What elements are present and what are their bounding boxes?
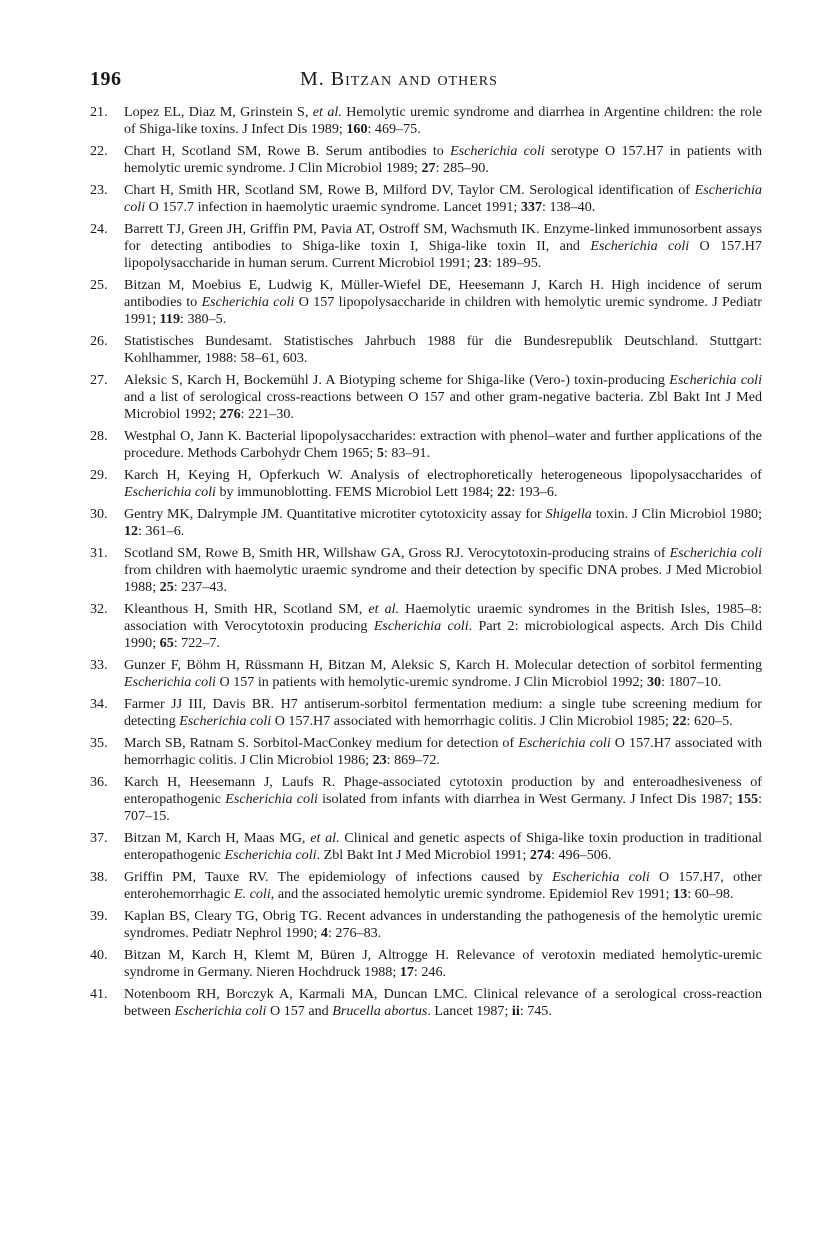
italic-segment: Shigella — [545, 506, 592, 522]
volume-number: 23 — [473, 255, 489, 271]
text-segment: toxin. J Clin Microbiol 1980; — [591, 506, 762, 522]
reference-text — [124, 545, 762, 595]
volume-number: 25 — [159, 579, 174, 595]
text-segment: : 221–30. — [240, 406, 294, 422]
reference-text — [124, 333, 762, 366]
reference-number: 35. — [90, 735, 108, 751]
volume-number: 160 — [346, 121, 368, 137]
reference-number: 40. — [90, 947, 108, 963]
italic-segment: Brucella abortus — [332, 1003, 428, 1019]
reference-number: 39. — [90, 908, 108, 924]
reference-item — [90, 182, 762, 216]
reference-item — [90, 601, 762, 652]
reference-item — [90, 774, 762, 825]
text-segment: : 380–5. — [180, 311, 227, 327]
text-segment: Barrett TJ, Green JH, Griffin PM, Pavia AT, Ostroff SM, Wachsmuth IK. Enzyme-linked immunosorbent assays for detecting antibodies to Shiga-like toxin I, Shiga-like toxin II, and — [124, 221, 762, 254]
text-segment: Bitzan M, Karch H, Klemt M, Büren J, Altrogge H. Relevance of verotoxin mediated hemolytic-uremic syndrome in Germany. Nieren Hochdruck 1988; — [124, 947, 762, 980]
italic-segment: Escherichia coli — [450, 143, 545, 159]
text-segment: Aleksic S, Karch H, Bockemühl J. A Biotyping scheme for Shiga-like (Vero-) toxin-producing — [124, 372, 670, 388]
reference-number: 22. — [90, 143, 108, 159]
volume-number: 276 — [219, 406, 241, 422]
text-segment: Lopez EL, Diaz M, Grinstein S, — [124, 104, 313, 120]
reference-number: 30. — [90, 506, 108, 522]
text-segment: . Zbl Bakt Int J Med Microbiol 1991; — [316, 847, 530, 863]
text-segment: Bitzan M, Moebius E, Ludwig K, Müller-Wiefel DE, Heesemann J, Karch H. High incidence of serum antibodies to — [124, 277, 762, 310]
volume-number: 30 — [646, 674, 662, 690]
text-segment: by immunoblotting. FEMS Microbiol Lett 1984; — [215, 484, 498, 500]
text-segment: Statistisches Bundesamt. Statistisches Jahrbuch 1988 für die Bundesrepublik Deutschland. Stuttgart: Kohlhammer, 1988: 58–61, 603. — [124, 333, 762, 366]
reference-item — [90, 277, 762, 328]
volume-number: 22 — [672, 713, 687, 729]
text-segment: isolated from infants with diarrhea in West Germany. J Infect Dis 1987; — [317, 791, 737, 807]
reference-text — [124, 908, 762, 941]
page-number: 196 — [90, 68, 122, 90]
text-segment: Scotland SM, Rowe B, Smith HR, Willshaw GA, Gross RJ. Verocytotoxin-producing strains of — [124, 545, 670, 561]
reference-item — [90, 696, 762, 730]
volume-number: 65 — [159, 635, 174, 651]
text-segment: : 361–6. — [138, 523, 185, 539]
text-segment: O 157.H7 lipopolysaccharide in human serum. Current Microbiol 1991; — [124, 238, 762, 271]
italic-segment: Escherichia coli — [518, 735, 611, 751]
volume-number: 5 — [376, 445, 384, 461]
italic-segment: et al. — [312, 104, 342, 120]
text-segment: O 157 and — [266, 1003, 333, 1019]
text-segment: Clinical and genetic aspects of Shiga-like toxin production in traditional enteropathogenic — [124, 830, 762, 863]
reference-item — [90, 986, 762, 1020]
reference-item — [90, 908, 762, 942]
text-segment: . Lancet 1987; — [427, 1003, 512, 1019]
volume-number: 27 — [421, 160, 436, 176]
italic-segment: E. coli — [233, 886, 271, 902]
volume-number: 13 — [673, 886, 688, 902]
text-segment: : 722–7. — [173, 635, 220, 651]
reference-number: 26. — [90, 333, 108, 349]
reference-text — [124, 372, 762, 422]
text-segment: Chart H, Scotland SM, Rowe B. Serum antibodies to — [124, 143, 451, 159]
text-segment: : 246. — [413, 964, 447, 980]
reference-text — [124, 506, 762, 539]
volume-number: 22 — [497, 484, 512, 500]
text-segment: : 745. — [519, 1003, 552, 1019]
volume-number: 155 — [736, 791, 759, 807]
italic-segment: et al. — [368, 601, 400, 617]
reference-text — [124, 104, 762, 137]
text-segment: and a list of serological cross-reactions between O 157 and other gram-negative bacteria. Zbl Bakt Int J Med Microbiol 1992; — [124, 389, 762, 422]
text-segment: Kleanthous H, Smith HR, Scotland SM, — [124, 601, 369, 617]
volume-number: 12 — [124, 523, 139, 539]
reference-item — [90, 372, 762, 423]
italic-segment: Escherichia coli — [124, 484, 216, 500]
italic-segment: Escherichia coli — [669, 545, 762, 561]
reference-text — [124, 986, 762, 1019]
reference-number: 38. — [90, 869, 108, 885]
reference-text — [124, 277, 762, 327]
text-segment: O 157 in patients with hemolytic-uremic syndrome. J Clin Microbiol 1992; — [215, 674, 647, 690]
reference-list — [90, 104, 762, 1025]
reference-text — [124, 467, 762, 500]
reference-text — [124, 735, 762, 768]
volume-number: 337 — [520, 199, 543, 215]
running-head: M. Bitzan and others — [300, 68, 498, 90]
reference-item — [90, 143, 762, 177]
italic-segment: Escherichia coli — [552, 869, 650, 885]
reference-number: 21. — [90, 104, 108, 120]
text-segment: Gunzer F, Böhm H, Rüssmann H, Bitzan M, Aleksic S, Karch H. Molecular detection of sorbitol fermenting — [124, 657, 762, 673]
text-segment: Kaplan BS, Cleary TG, Obrig TG. Recent advances in understanding the pathogenesis of the hemolytic uremic syndromes. Pediatr Nephrol 1990; — [124, 908, 762, 941]
italic-segment: Escherichia coli — [669, 372, 762, 388]
reference-item — [90, 657, 762, 691]
text-segment: : 469–75. — [367, 121, 421, 137]
reference-item — [90, 830, 762, 864]
reference-number: 28. — [90, 428, 108, 444]
reference-item — [90, 735, 762, 769]
text-segment: Bitzan M, Karch H, Maas MG, — [124, 830, 311, 846]
reference-text — [124, 657, 762, 690]
reference-item — [90, 506, 762, 540]
text-segment: : 83–91. — [383, 445, 431, 461]
reference-text — [124, 428, 762, 461]
reference-item — [90, 104, 762, 138]
text-segment: Haemolytic uraemic syndromes in the British Isles, 1985–8: association with Verocytotoxin producing — [124, 601, 762, 634]
text-segment: from children with haemolytic uraemic syndrome and their detection by specific DNA probes. J Med Microbiol 1988; — [124, 562, 762, 595]
reference-item — [90, 545, 762, 596]
reference-text — [124, 601, 762, 651]
text-segment: O 157.H7 associated with hemorrhagic colitis. J Clin Microbiol 1986; — [124, 735, 762, 768]
text-segment: Karch H, Heesemann J, Laufs R. Phage-associated cytotoxin production by and enteroadhesiveness of enteropathogenic — [124, 774, 762, 807]
reference-item — [90, 947, 762, 981]
text-segment: : 193–6. — [511, 484, 558, 500]
reference-number: 31. — [90, 545, 108, 561]
reference-number: 36. — [90, 774, 108, 790]
reference-item — [90, 428, 762, 462]
reference-text — [124, 143, 762, 176]
reference-text — [124, 221, 762, 271]
volume-number: 17 — [399, 964, 414, 980]
text-segment: Farmer JJ III, Davis BR. H7 antiserum-sorbitol fermentation medium: a single tube screening medium for detecting — [124, 696, 762, 729]
italic-segment: Escherichia coli — [124, 182, 762, 215]
volume-number: 274 — [529, 847, 552, 863]
page-header — [90, 68, 762, 96]
reference-number: 24. — [90, 221, 108, 237]
text-segment: Griffin PM, Tauxe RV. The epidemiology of infections caused by — [124, 869, 553, 885]
reference-number: 33. — [90, 657, 108, 673]
text-segment: : 189–95. — [488, 255, 542, 271]
italic-segment: Escherichia coli — [225, 791, 318, 807]
text-segment: O 157.7 infection in haemolytic uraemic syndrome. Lancet 1991; — [145, 199, 521, 215]
reference-number: 23. — [90, 182, 108, 198]
reference-text — [124, 182, 762, 215]
text-segment: Westphal O, Jann K. Bacterial lipopolysaccharides: extraction with phenol–water and further applications of the procedure. Methods Carbohydr Chem 1965; — [124, 428, 762, 461]
text-segment: Chart H, Smith HR, Scotland SM, Rowe B, Milford DV, Taylor CM. Serological identification of — [124, 182, 695, 198]
italic-segment: Escherichia coli — [373, 618, 469, 634]
reference-text — [124, 947, 762, 980]
text-segment: O 157.H7 associated with hemorrhagic colitis. J Clin Microbiol 1985; — [271, 713, 673, 729]
volume-number: 119 — [159, 311, 181, 327]
reference-number: 37. — [90, 830, 108, 846]
text-segment: O 157.H7, other enterohemorrhagic — [124, 869, 762, 902]
text-segment: , and the associated hemolytic uremic syndrome. Epidemiol Rev 1991; — [270, 886, 674, 902]
reference-number: 29. — [90, 467, 108, 483]
reference-number: 25. — [90, 277, 108, 293]
italic-segment: et al. — [310, 830, 340, 846]
reference-number: 32. — [90, 601, 108, 617]
italic-segment: Escherichia coli — [590, 238, 690, 254]
reference-number: 27. — [90, 372, 108, 388]
italic-segment: Escherichia coli — [124, 674, 216, 690]
text-segment: : 237–43. — [173, 579, 227, 595]
text-segment: Karch H, Keying H, Opferkuch W. Analysis of electrophoretically heterogeneous lipopolysaccharides of — [124, 467, 762, 483]
text-segment: : 620–5. — [686, 713, 733, 729]
text-segment: : 1807–10. — [661, 674, 722, 690]
reference-number: 34. — [90, 696, 108, 712]
reference-text — [124, 869, 762, 902]
reference-text — [124, 696, 762, 729]
text-segment: March SB, Ratnam S. Sorbitol-MacConkey medium for detection of — [124, 735, 519, 751]
reference-text — [124, 774, 762, 824]
italic-segment: Escherichia coli — [201, 294, 295, 310]
reference-number: 41. — [90, 986, 108, 1002]
reference-text — [124, 830, 762, 863]
reference-item — [90, 333, 762, 367]
reference-item — [90, 869, 762, 903]
text-segment: : 285–90. — [435, 160, 489, 176]
text-segment: : 276–83. — [327, 925, 382, 941]
text-segment: : 496–506. — [551, 847, 612, 863]
italic-segment: Escherichia coli — [179, 713, 272, 729]
text-segment: : 707–15. — [124, 791, 762, 824]
text-segment: : 60–98. — [687, 886, 734, 902]
text-segment: serotype O 157.H7 in patients with hemolytic uremic syndrome. J Clin Microbiol 1989; — [124, 143, 763, 176]
text-segment: Notenboom RH, Borczyk A, Karmali MA, Duncan LMC. Clinical relevance of a serological cross-reaction between — [124, 986, 762, 1019]
volume-number: ii — [511, 1003, 520, 1019]
text-segment: : 138–40. — [542, 199, 596, 215]
text-segment: O 157 lipopolysaccharide in children with hemolytic uremic syndrome. J Pediatr 1991; — [124, 294, 762, 327]
text-segment: . Part 2: microbiological aspects. Arch Dis Child 1990; — [124, 618, 762, 651]
volume-number: 23 — [372, 752, 387, 768]
volume-number: 4 — [320, 925, 328, 941]
text-segment: : 869–72. — [386, 752, 440, 768]
text-segment: Gentry MK, Dalrymple JM. Quantitative microtiter cytotoxicity assay for — [124, 506, 546, 522]
italic-segment: Escherichia coli — [224, 847, 317, 863]
reference-item — [90, 221, 762, 272]
italic-segment: Escherichia coli — [174, 1003, 267, 1019]
text-segment: Hemolytic uremic syndrome and diarrhea in Argentine children: the role of Shiga-like toxins. J Infect Dis 1989; — [124, 104, 762, 137]
reference-item — [90, 467, 762, 501]
